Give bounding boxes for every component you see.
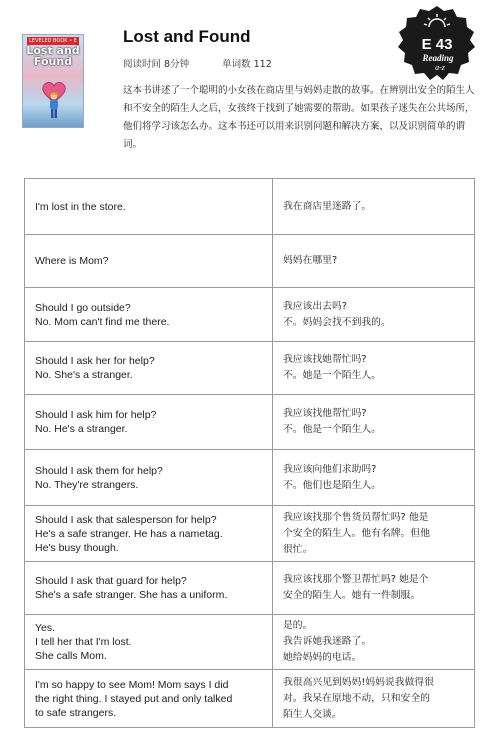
english-sentence-cell xyxy=(25,342,273,395)
chinese-translation-cell xyxy=(273,670,475,728)
cover-title-line: Found xyxy=(33,55,73,68)
book-cover xyxy=(22,34,84,128)
word-count: 单词数 112 xyxy=(222,59,272,70)
english-sentence-cell xyxy=(25,179,273,235)
level-badge xyxy=(398,5,476,83)
badge-brand-line2: a-z xyxy=(435,63,445,72)
chinese-line: 不。他是一个陌生人。 xyxy=(283,424,381,435)
chinese-translation-cell xyxy=(273,450,475,506)
cover-level-banner: LEVELED BOOK • E xyxy=(27,37,79,45)
english-line: No. Mom can't find me there. xyxy=(35,315,170,328)
chinese-line: 我应该找那个警卫帮忙吗? 她是个 xyxy=(283,574,429,585)
chinese-line: 我在商店里迷路了。 xyxy=(283,200,372,212)
table-row xyxy=(25,288,475,342)
book-meta xyxy=(123,56,302,70)
english-line: Should I ask her for help? xyxy=(35,355,155,367)
reading-time: 阅读时间 8分钟 xyxy=(123,59,190,70)
chinese-translation-cell xyxy=(273,235,475,288)
chinese-line: 我应该找她帮忙吗? xyxy=(283,354,367,365)
english-sentence-cell xyxy=(25,450,273,506)
english-line: Should I ask that guard for help? xyxy=(35,575,187,587)
english-line: I'm so happy to see Mom! Mom says I did xyxy=(35,678,229,691)
english-sentence-cell xyxy=(25,288,273,342)
english-line: Yes. xyxy=(35,622,56,634)
english-line: Should I ask him for help? xyxy=(35,409,157,421)
english-sentence-cell xyxy=(25,395,273,450)
english-line: the right thing. I stayed put and only talked xyxy=(35,692,233,705)
chinese-line: 我应该向他们求助吗? xyxy=(283,463,377,475)
english-sentence-cell xyxy=(25,670,273,728)
sentence-table xyxy=(24,178,475,728)
english-line: Should I go outside? xyxy=(35,301,131,314)
table-row xyxy=(25,342,475,395)
cover-title-line: Lost and xyxy=(26,44,80,57)
chinese-line: 妈妈在哪里? xyxy=(283,255,338,266)
english-line: I'm lost in the store. xyxy=(35,200,126,213)
english-line: No. He's a stranger. xyxy=(35,423,128,435)
chinese-line: 个安全的陌生人。他有名牌。但他 xyxy=(283,527,430,539)
english-line: She's a safe stranger. She has a uniform. xyxy=(35,589,228,601)
english-sentence-cell xyxy=(25,506,273,562)
badge-brand-line1: Reading xyxy=(422,53,454,63)
english-line: No. They're strangers. xyxy=(35,478,139,491)
table-row xyxy=(25,562,475,615)
english-sentence-cell xyxy=(25,235,273,288)
english-line: I tell her that I'm lost. xyxy=(35,636,132,648)
table-row xyxy=(25,506,475,562)
table-row xyxy=(25,179,475,235)
english-line: Should I ask them for help? xyxy=(35,464,163,477)
cover-title xyxy=(23,45,83,67)
chinese-translation-cell xyxy=(273,562,475,615)
chinese-line: 安全的陌生人。她有一件制服。 xyxy=(283,590,421,601)
chinese-translation-cell xyxy=(273,342,475,395)
english-line: He's a safe stranger. He has a nametag. xyxy=(35,527,223,540)
chinese-line: 对。我呆在原地不动，只和安全的 xyxy=(283,692,430,704)
english-line: He's busy though. xyxy=(35,541,119,554)
table-row xyxy=(25,395,475,450)
chinese-line: 我告诉她我迷路了。 xyxy=(283,636,372,647)
book-title: Lost and Found xyxy=(123,27,251,46)
badge-level: E 43 xyxy=(421,36,453,53)
table-row xyxy=(25,450,475,506)
chinese-translation-cell xyxy=(273,288,475,342)
chinese-line: 不。妈妈会找不到我的。 xyxy=(283,316,391,328)
english-line: Where is Mom? xyxy=(35,255,109,267)
chinese-line: 我应该找那个售货员帮忙吗? 他是 xyxy=(283,511,429,523)
chinese-line: 她给妈妈的电话。 xyxy=(283,652,362,663)
chinese-line: 是的。 xyxy=(283,620,313,631)
english-sentence-cell xyxy=(25,615,273,670)
english-line: to safe strangers. xyxy=(35,706,117,719)
table-row xyxy=(25,670,475,728)
chinese-translation-cell xyxy=(273,395,475,450)
chinese-translation-cell xyxy=(273,506,475,562)
english-line: No. She's a stranger. xyxy=(35,369,133,381)
chinese-line: 我应该找他帮忙吗? xyxy=(283,408,367,419)
english-sentence-cell xyxy=(25,562,273,615)
chinese-line: 不。他们也是陌生人。 xyxy=(283,479,381,491)
girl-illustration xyxy=(47,91,61,121)
book-summary: 这本书讲述了一个聪明的小女孩在商店里与妈妈走散的故事。在辨别出安全的陌生人和不安全的陌生人之后，女孩终于找到了她需要的帮助。如果孩子迷失在公共场所，他们将学习该怎么办。这本书还可以用来识别问题和解决方案，以及识别简单的谓词。 xyxy=(123,85,475,150)
english-line: Should I ask that salesperson for help? xyxy=(35,513,217,526)
chinese-line: 我很高兴见到妈妈!妈妈说我做得很 xyxy=(283,676,434,688)
chinese-line: 陌生人交谈。 xyxy=(283,708,342,720)
chinese-line: 很忙。 xyxy=(283,543,313,555)
english-line: She calls Mom. xyxy=(35,650,107,662)
chinese-line: 我应该出去吗? xyxy=(283,300,347,312)
chinese-translation-cell xyxy=(273,615,475,670)
table-row xyxy=(25,235,475,288)
chinese-line: 不。她是一个陌生人。 xyxy=(283,370,381,381)
chinese-translation-cell xyxy=(273,179,475,235)
table-row xyxy=(25,615,475,670)
